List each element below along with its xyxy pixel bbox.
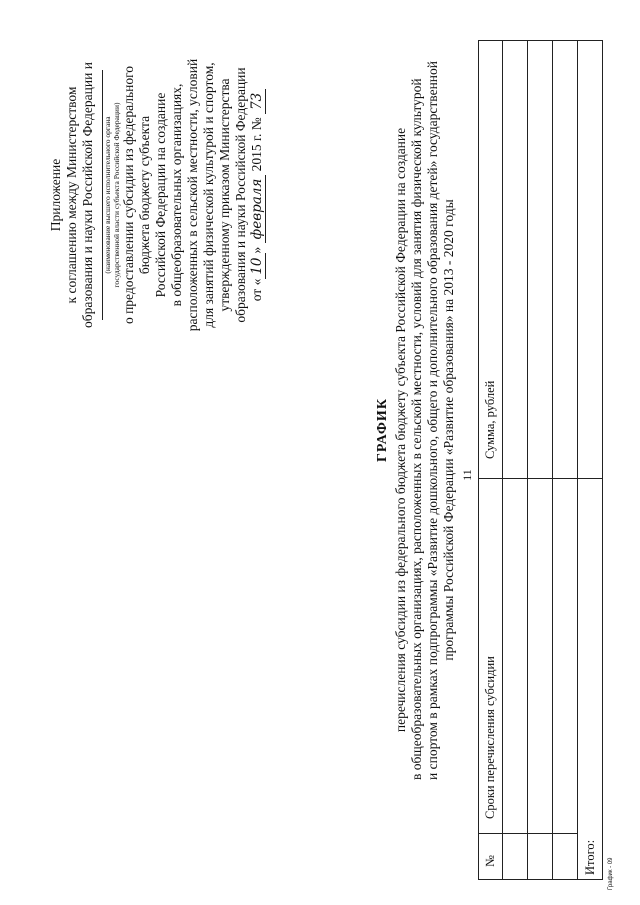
appendix-line: образования и науки Российской Федерации и xyxy=(80,62,95,328)
title-line: и спортом в рамках подпрограммы «Развитие дошкольного, общего и дополнительного образования детей» государственной xyxy=(425,61,440,780)
schedule-table xyxy=(478,40,603,880)
appendix-subject: для занятий физической культурой и спортом, xyxy=(201,62,216,328)
date-number: 73 xyxy=(249,89,266,114)
appendix-line: Приложение xyxy=(48,158,63,232)
title-block xyxy=(375,61,457,780)
date-month: февраля xyxy=(249,175,266,244)
appendix-subject: о предоставлении субсидии из федерального xyxy=(121,65,136,325)
appendix-caption: (наименование высшего исполнительного органа xyxy=(103,116,112,274)
date-day: 10 xyxy=(249,253,266,278)
table-col-divider xyxy=(479,478,602,479)
appendix-subject: в общеобразовательных организациях, xyxy=(169,83,184,307)
appendix-subject: бюджета бюджету субъекта xyxy=(137,115,152,275)
appendix-subject: Российской Федерации на создание xyxy=(153,92,168,298)
date-year: 2015 г. № xyxy=(249,117,264,172)
rotated-sheet xyxy=(20,10,620,890)
col-header-terms: Сроки перечисления субсидии xyxy=(483,656,497,819)
date-prefix: от « xyxy=(249,278,264,302)
table-row-divider xyxy=(552,41,553,879)
col-header-sum: Сумма, рублей xyxy=(483,380,497,459)
appendix-subject: образования и науки Российской Федерации xyxy=(233,67,248,323)
title-line: программы Российской Федерации «Развитие образования» на 2013 - 2020 годы xyxy=(441,199,456,661)
appendix-caption: государственной власти субъекта Российской Федерации) xyxy=(112,102,121,288)
col-header-number: № xyxy=(483,855,497,867)
appendix-date xyxy=(249,10,265,380)
table-row-divider xyxy=(577,41,578,879)
footer-code: График - 09 xyxy=(608,857,614,890)
table-col-divider xyxy=(479,833,577,834)
total-label: Итого: xyxy=(583,839,597,875)
appendix-subject: утвержденному приказом Министерства xyxy=(217,78,232,312)
appendix-subject: расположенных в сельской местности, условий xyxy=(185,58,200,332)
appendix-block xyxy=(48,10,265,380)
appendix-line: к соглашению между Министерством xyxy=(64,86,79,304)
table-row-divider xyxy=(527,41,528,879)
date-sep: » xyxy=(249,246,264,254)
title-line: перечисления субсидии из федерального бюджета бюджету субъекта Российской Федерации на создание xyxy=(393,127,408,733)
table-row-divider xyxy=(502,41,503,879)
doc-heading: ГРАФИК xyxy=(375,398,390,462)
page-number: 11 xyxy=(460,469,474,481)
title-line: в общеобразовательных организациях, расположенных в сельской местности, условий для занятия физической культурой xyxy=(409,78,424,780)
